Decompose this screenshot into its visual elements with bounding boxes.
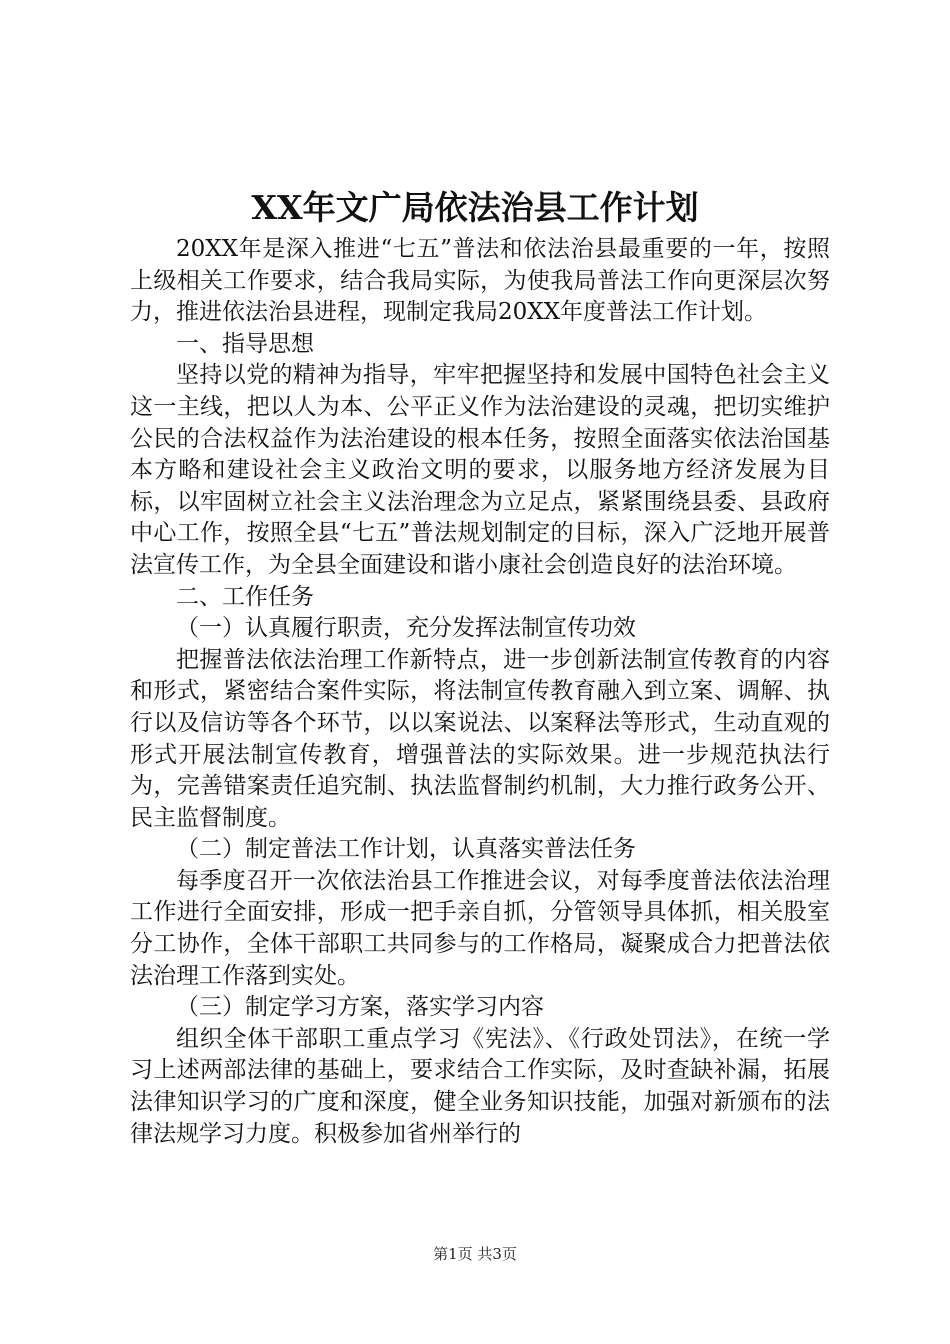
paragraph-task-2: 每季度召开一次依法治县工作推进会议，对每季度普法依法治理工作进行全面安排，形成一把手亲自抓，分管领导具体抓，相关股室分工协作，全体干部职工共同参与的工作格局，凝聚成合力把普法依法治理工作落到实处。 [130, 867, 830, 989]
paragraph-task-3: 组织全体干部职工重点学习《宪法》、《行政处罚法》，在统一学习上述两部法律的基础上，要求结合工作实际，及时查缺补漏，拓展法律知识学习的广度和深度，健全业务知识技能，加强对新颁布的法律法规学习力度。积极参加省州举行的 [130, 1025, 830, 1147]
document-title: XX年文广局依法治县工作计划 [251, 188, 699, 227]
document-body [130, 234, 830, 1150]
subsection-heading-1: （一）认真履行职责，充分发挥法制宣传功效 [176, 615, 636, 642]
subsection-heading-2: （二）制定普法工作计划，认真落实普法任务 [176, 836, 636, 863]
paragraph-intro: 20XX年是深入推进“七五”普法和依法治县最重要的一年，按照上级相关工作要求，结合我局实际，为使我局普法工作向更深层次努力，推进依法治县进程，现制定我局20XX年度普法工作计划。 [130, 236, 830, 326]
subsection-heading-3: （三）制定学习方案，落实学习内容 [176, 994, 544, 1021]
section-heading-work-tasks: 二、工作任务 [176, 583, 314, 610]
page-number-footer: 第1页 共3页 [433, 1245, 517, 1263]
paragraph-task-1: 把握普法依法治理工作新特点，进一步创新法制宣传教育的内容和形式，紧密结合案件实际，将法制宣传教育融入到立案、调解、执行以及信访等各个环节，以以案说法、以案释法等形式，生动直观的形式开展法制宣传教育，增强普法的实际效果。进一步规范执法行为，完善错案责任追究制、执法监督制约机制，大力推行政务公开、民主监督制度。 [130, 646, 830, 831]
paragraph-guiding-thought: 坚持以党的精神为指导，牢牢把握坚持和发展中国特色社会主义这一主线，把以人为本、公平正义作为法治建设的灵魂，把切实维护公民的合法权益作为法治建设的根本任务，按照全面落实依法治国基本方略和建设社会主义政治文明的要求，以服务地方经济发展为目标，以牢固树立社会主义法治理念为立足点，紧紧围绕县委、县政府中心工作，按照全县“七五”普法规划制定的目标，深入广泛地开展普法宣传工作，为全县全面建设和谐小康社会创造良好的法治环境。 [130, 362, 830, 578]
section-heading-guiding-thought: 一、指导思想 [176, 330, 314, 357]
